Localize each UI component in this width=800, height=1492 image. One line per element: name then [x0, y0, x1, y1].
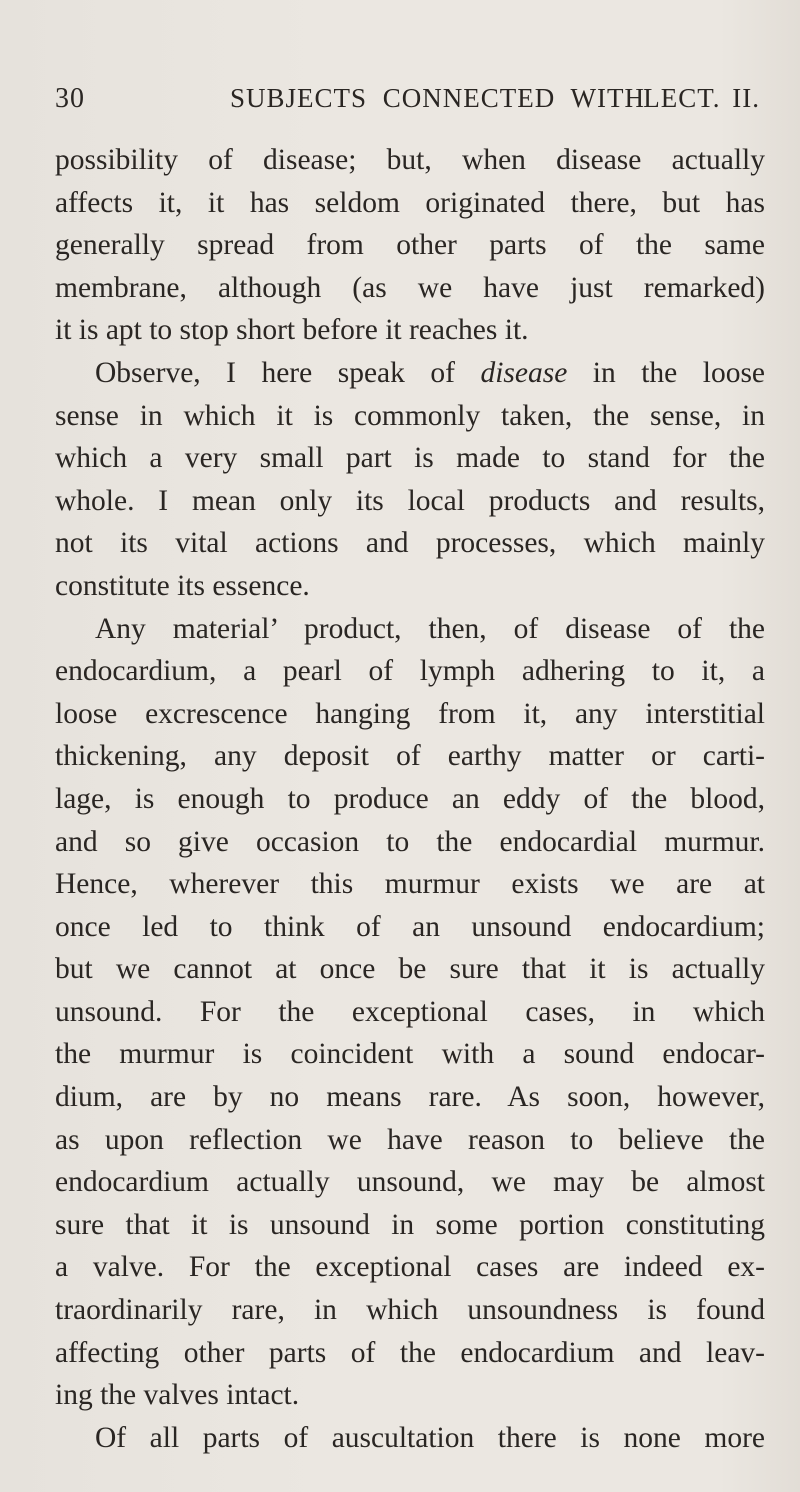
text-line: as upon reflection we have reason to believe the	[55, 1123, 765, 1156]
page-header	[55, 83, 760, 123]
text-line: affects it, it has seldom originated there, but has	[55, 186, 765, 219]
text-line: ing the valves intact.	[55, 1379, 300, 1412]
text-line: possibility of disease; but, when disease actually	[55, 144, 765, 176]
text-line: unsound. For the exceptional cases, in which	[55, 995, 765, 1028]
text-fragment: Observe, I here speak of	[95, 356, 455, 389]
text-line: Any material’ product, then, of disease of the	[95, 612, 765, 645]
text-line: endocardium, a pearl of lymph adhering to it, a	[55, 655, 765, 688]
text-line	[55, 352, 765, 395]
text-line: endocardium actually unsound, we may be almost	[55, 1166, 765, 1199]
text-fragment: in the loose	[592, 356, 766, 389]
text-line: not its vital actions and processes, which mainly	[55, 527, 765, 560]
text-line: generally spread from other parts of the same	[55, 229, 765, 262]
text-line: affecting other parts of the endocardium and leav-	[55, 1336, 765, 1369]
text-line: and so give occasion to the endocardial murmur.	[55, 825, 765, 858]
text-line: once led to think of an unsound endocardium;	[55, 910, 765, 943]
text-line: the murmur is coincident with a sound endocar-	[55, 1038, 765, 1071]
text-line: lage, is enough to produce an eddy of the blood,	[55, 782, 765, 815]
text-line: whole. I mean only its local products and results,	[55, 484, 765, 517]
text-line: sense in which it is commonly taken, the sense, in	[55, 399, 765, 432]
text-line: it is apt to stop short before it reaches it.	[55, 314, 529, 347]
text-line: a valve. For the exceptional cases are indeed ex-	[55, 1251, 765, 1284]
text-line: sure that it is unsound in some portion constituting	[55, 1208, 765, 1241]
text-line: constitute its essence.	[55, 569, 310, 602]
running-head: SUBJECTS CONNECTED WITH	[230, 83, 646, 113]
page-number: 30	[55, 83, 85, 114]
text-line: Of all parts of auscultation there is none more	[95, 1421, 765, 1454]
text-line: membrane, although (as we have just remarked)	[55, 271, 765, 304]
text-line: thickening, any deposit of earthy matter or carti-	[55, 740, 765, 773]
text-line: which a very small part is made to stand for the	[55, 442, 765, 475]
text-line: dium, are by no means rare. As soon, however,	[55, 1081, 765, 1114]
text-line: loose excrescence hanging from it, any interstitial	[55, 697, 765, 730]
text-line: traordinarily rare, in which unsoundness is found	[55, 1294, 765, 1327]
italic-term: disease	[480, 356, 568, 389]
text-line: Hence, wherever this murmur exists we are at	[55, 868, 765, 901]
body-text	[55, 139, 765, 1459]
lecture-label: LECT. II.	[643, 83, 760, 113]
text-line: but we cannot at once be sure that it is actually	[55, 953, 765, 986]
